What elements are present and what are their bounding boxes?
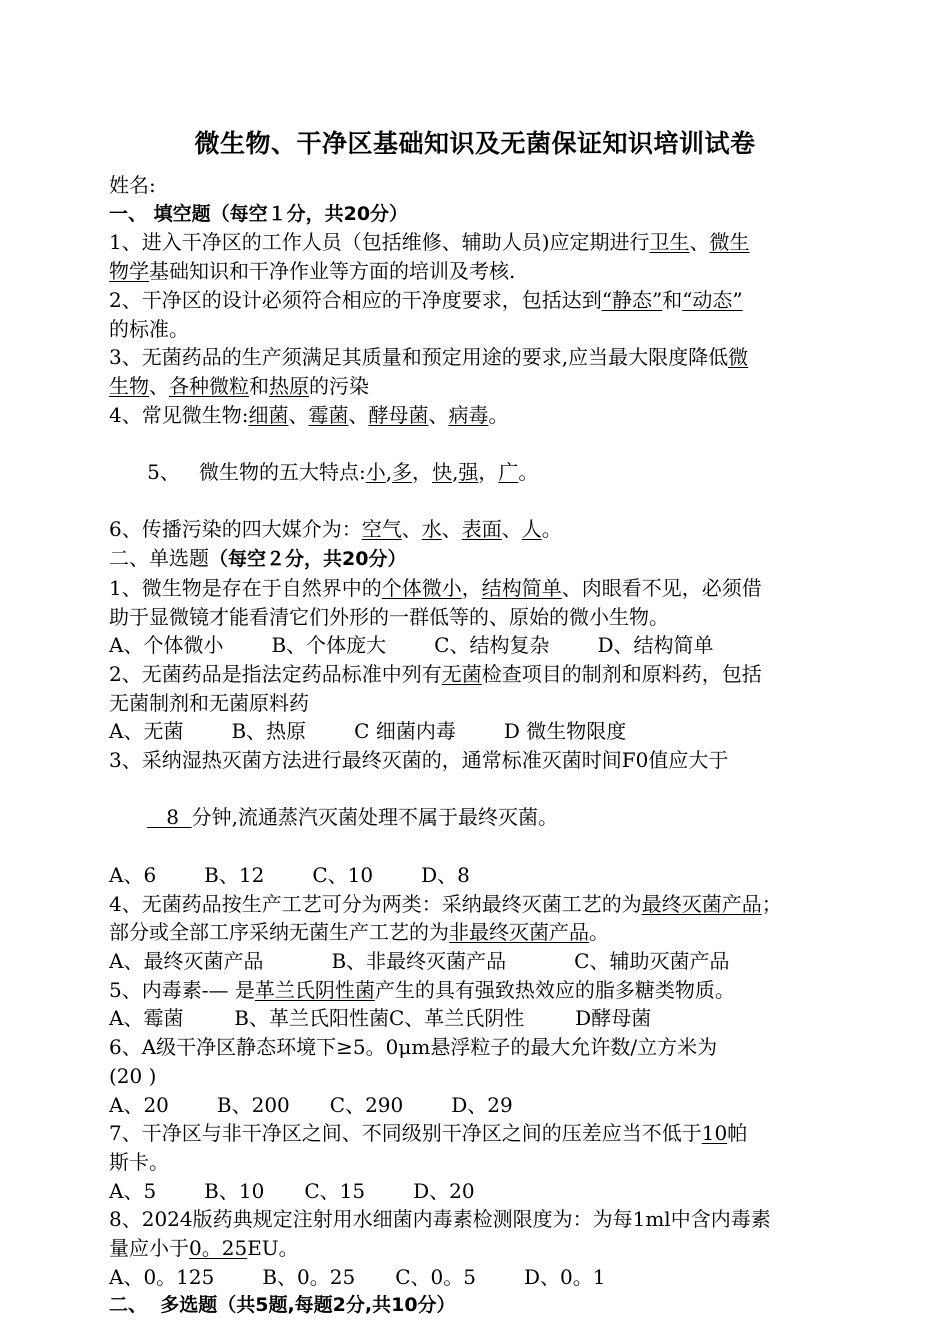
answer: 个体微小 [381,575,462,600]
answer: “动态” [682,287,743,312]
option-b: B、0。25 [262,1264,356,1289]
exam-content [109,171,844,1320]
answer: 热原 [269,373,309,398]
answer: 小 [365,460,386,485]
single-question-7-options [109,1177,844,1206]
single-question-1-cont: 助于显微镜才能看清它们外形的一群低等的、原始的微小生物。 [109,604,669,629]
single-question-7-cont: 斯卡。 [109,1149,169,1174]
fill-question-3: 3、无菌药品的生产须满足其质量和预定用途的要求,应当最大限度降低微 [109,345,749,370]
section-single-heading: 二、单选题（每空２分，共20分） [109,546,407,571]
answer: 微 [728,345,749,370]
single-question-6-options [109,1091,844,1120]
answer: 革兰氏阴性菌 [254,977,375,1002]
option-a: A、6 [109,862,157,887]
option-d: D、8 [421,862,470,887]
option-d: D、29 [451,1092,513,1117]
answer: 结构简单 [481,575,562,600]
option-b: B、非最终灭菌产品 [331,948,507,973]
option-d: D、结构简单 [597,633,714,658]
answer: 0。25 [189,1236,248,1261]
option-c: C、结构复杂 [434,633,550,658]
single-question-8-options [109,1263,844,1292]
fill-question-4: 4、常见微生物:细菌、霉菌、酵母菌、病毒。 [109,402,509,427]
answer: 无菌 [441,661,482,686]
answer: 10 [701,1121,728,1146]
option-c: C、290 [329,1092,404,1117]
option-c: C、15 [304,1178,366,1203]
option-b: B、热原 [231,719,307,744]
answer: 空气 [361,517,402,542]
option-b: B、个体庞大 [271,633,387,658]
single-question-8: 8、2024版药典规定注射用水细菌内毒素检测限度为：为每1ml中含内毒素 [109,1207,771,1232]
fill-question-2-cont: 的标准。 [109,316,189,341]
answer: 物学 [109,259,149,284]
answer: 最终灭菌产品 [641,891,762,916]
option-c: C 细菌内毒 [354,719,456,744]
single-question-5: 5、内毒素-— 是革兰氏阴性菌产生的具有强致热效应的脂多糖类物质。 [109,977,735,1002]
page-title: 微生物、干净区基础知识及无菌保证知识培训试卷 [194,129,756,158]
single-question-6-cont: (20 ) [109,1063,157,1088]
answer: 水 [421,517,442,542]
option-d: D、0。1 [523,1264,606,1289]
answer: 8 [147,805,192,830]
option-c: C、0。5 [395,1264,476,1289]
option-a: A、5 [109,1178,157,1203]
answer: 细菌 [248,402,289,427]
answer: 生物 [109,373,149,398]
single-question-2-cont: 无菌制剂和无菌原料药 [109,690,309,715]
option-a: A、20 [109,1092,169,1117]
answer: 快 [432,460,453,485]
fill-question-3-cont: 生物、各种微粒和热原的污染 [109,373,369,398]
single-question-4-options [109,947,844,976]
single-question-4: 4、无菌药品按生产工艺可分为两类：采纳最终灭菌工艺的为最终灭菌产品； [109,891,782,916]
section-fill-heading: 一、 填空题（每空１分，共20分） [109,202,409,225]
answer: 多 [392,460,413,485]
single-question-3: 3、采纳湿热灭菌方法进行最终灭菌的，通常标准灭菌时间F0值应大于 [109,748,729,773]
section-multi-heading: 二、 多选题（共5题,每题2分,共10分） [109,1294,456,1317]
fill-question-5: 5、 微生物的五大特点:小,多，快,强，广。 [147,460,539,485]
single-question-7: 7、干净区与非干净区之间、不同级别干净区之间的压差应当不低于10帕 [109,1121,748,1146]
answer: 霉菌 [308,402,349,427]
single-question-2-options [109,717,844,746]
option-c: C、10 [312,862,374,887]
option-d: D 微生物限度 [503,719,627,744]
answer: 酵母菌 [368,402,429,427]
answer: 各种微粒 [169,373,249,398]
single-question-1-options [109,631,844,660]
single-question-3-cont: 8 分钟,流通蒸汽灭菌处理不属于最终灭菌。 [147,805,559,830]
name-label: 姓名: [109,173,156,197]
option-a: A、个体微小 [109,633,224,658]
answer: 强 [458,460,479,485]
single-question-4-cont: 部分或全部工序采纳无菌生产工艺的为非最终灭菌产品。 [109,920,609,945]
answer: “静态” [601,287,663,312]
option-b: B、10 [204,1178,265,1203]
fill-question-6: 6、传播污染的四大媒介为：空气、水、表面、人。 [109,517,562,542]
answer: 人 [521,517,542,542]
option-b: B、12 [204,862,265,887]
answer: 微生 [709,230,750,255]
answer: 非最终灭菌产品 [449,920,589,945]
answer: 广 [498,460,519,485]
answer: 表面 [461,517,502,542]
option-a: A、最终灭菌产品 [109,948,264,973]
option-d: D、20 [413,1178,475,1203]
option-a: A、0。125 [109,1264,215,1289]
single-question-5-options: A、霉菌 B、革兰氏阳性菌C、革兰氏阴性 D酵母菌 [109,1006,652,1031]
single-question-6: 6、A级干净区静态环境下≥5。0μm悬浮粒子的最大允许数/立方米为 [109,1035,718,1060]
option-b: B、200 [216,1092,290,1117]
single-question-3-options [109,861,844,890]
answer: 卫生 [649,230,690,255]
answer: 病毒 [448,402,489,427]
option-a: A、无菌 [109,719,184,744]
single-question-2: 2、无菌药品是指法定药品标准中列有无菌检查项目的制剂和原料药，包括 [109,661,762,686]
single-question-8-cont: 量应小于0。25EU。 [109,1236,299,1261]
option-c: C、辅助灭菌产品 [574,948,730,973]
fill-question-2: 2、干净区的设计必须符合相应的干净度要求，包括达到“静态”和“动态” [109,287,743,312]
fill-question-1: 1、进入干净区的工作人员（包括维修、辅助人员)应定期进行卫生、微生 [109,230,750,255]
fill-question-1-cont: 物学基础知识和干净作业等方面的培训及考核. [109,259,516,284]
single-question-1: 1、微生物是存在于自然界中的个体微小，结构简单、肉眼看不见，必须借 [109,575,762,600]
